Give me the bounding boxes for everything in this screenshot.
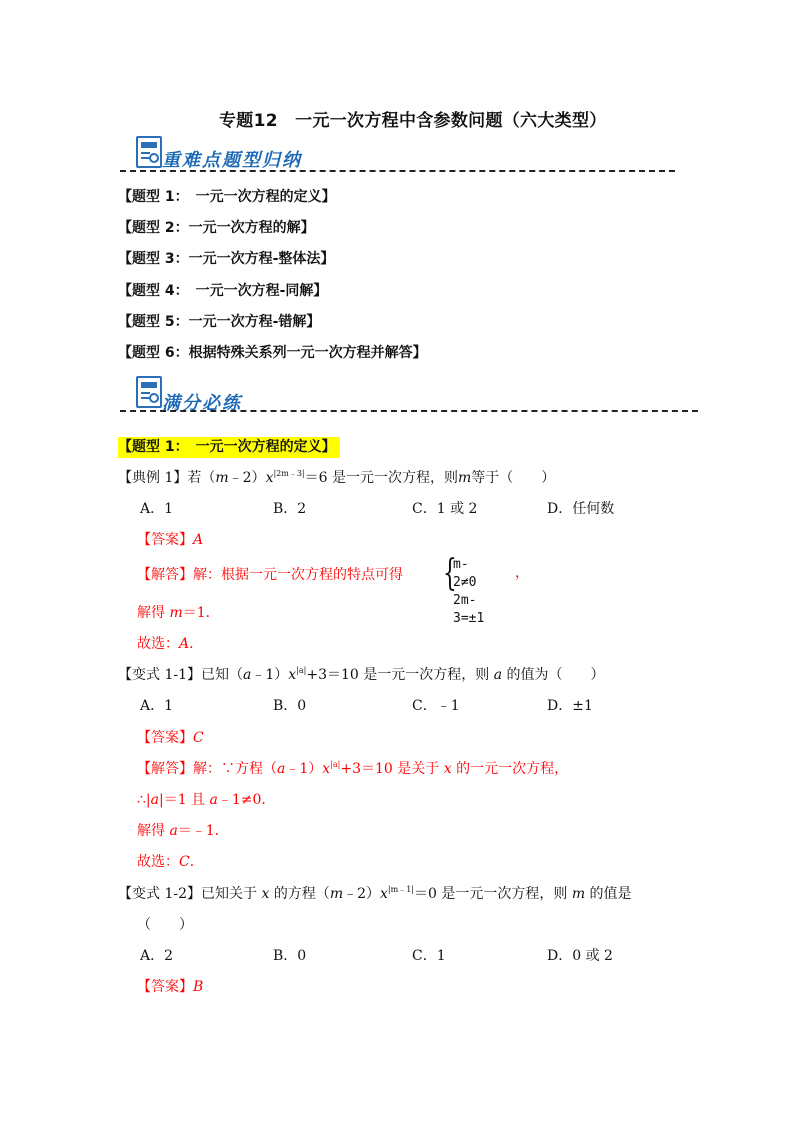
option-a: A．1 [140,698,174,714]
example1-step: 解得 m＝1． [137,605,220,621]
variant11-step: ∴|a|＝1 且 a﹣1≠0． [137,792,276,808]
option-b: B．2 [273,501,307,517]
document-search-icon [136,136,162,168]
document-search-icon [136,376,162,408]
type-list-item: 【题型 6：根据特殊关系列一元一次方程并解答】 [118,345,427,361]
system-comma: ， [515,565,529,581]
variant11-step: 故选：C． [137,854,204,870]
type-list-item: 【题型 4： 一元一次方程-同解】 [118,283,328,299]
example1-answer: 【答案】A [137,532,204,548]
type-list-item: 【题型 2：一元一次方程的解】 [118,220,315,236]
option-c: C．﹣1 [412,698,460,714]
option-c: C．1 或 2 [412,501,478,517]
variant12-answer: 【答案】B [137,979,204,995]
option-c: C．1 [412,948,446,964]
option-d: D．±1 [547,698,593,714]
option-b: B．0 [273,698,307,714]
option-b: B．0 [273,948,307,964]
example1-question: 【典例 1】若$(m﹣2)x^{|2m﹣3|}=6$ 是一元一次方程，则m等于（ ） [118,469,556,486]
variant11-question: 【变式 1-1】已知$(a﹣1)x^{|a|}+3=10$ 是一元一次方程，则 a 的值为（ ） [118,666,605,683]
type-list-item: 【题型 3：一元一次方程-整体法】 [118,251,335,267]
variant11-solution: 【解答】解：∵方程$(a﹣1)x^{|a|}+3=10$ 是关于 x 的一元一次方程， [137,760,569,777]
option-a: A．1 [140,501,174,517]
variant11-step: 解得 a＝﹣1． [137,823,229,839]
type-list-item: 【题型 1： 一元一次方程的定义】 [118,189,336,205]
type1-heading: 【题型 1： 一元一次方程的定义】 [118,436,340,456]
example1-step: 故选：A． [137,636,204,652]
example1-solution: 【解答】解：根据一元一次方程的特点可得 [137,567,403,583]
page-title: 专题12 一元一次方程中含参数问题（六大类型） [219,111,607,131]
variant12-paren: （ ） [137,917,193,933]
option-d: D．0 或 2 [547,948,613,964]
section-divider [120,170,675,172]
option-d: D．任何数 [547,501,615,517]
section-heading-full-marks: 满分必练 [162,393,242,414]
variant12-question: 【变式 1-2】已知关于 x 的方程$(m﹣2)x^{|m﹣1|}=0$ 是一元一次方程，则 m 的值是 [118,885,632,902]
variant11-answer: 【答案】C [137,730,204,746]
section-heading-key-types: 重难点题型归纳 [162,150,302,171]
option-a: A．2 [140,948,174,964]
system-line-1: m-2≠0 [453,557,477,590]
section-divider [120,410,698,412]
type-list-item: 【题型 5：一元一次方程-错解】 [118,314,321,330]
system-line-2: 2m-3=±1 [453,593,485,626]
